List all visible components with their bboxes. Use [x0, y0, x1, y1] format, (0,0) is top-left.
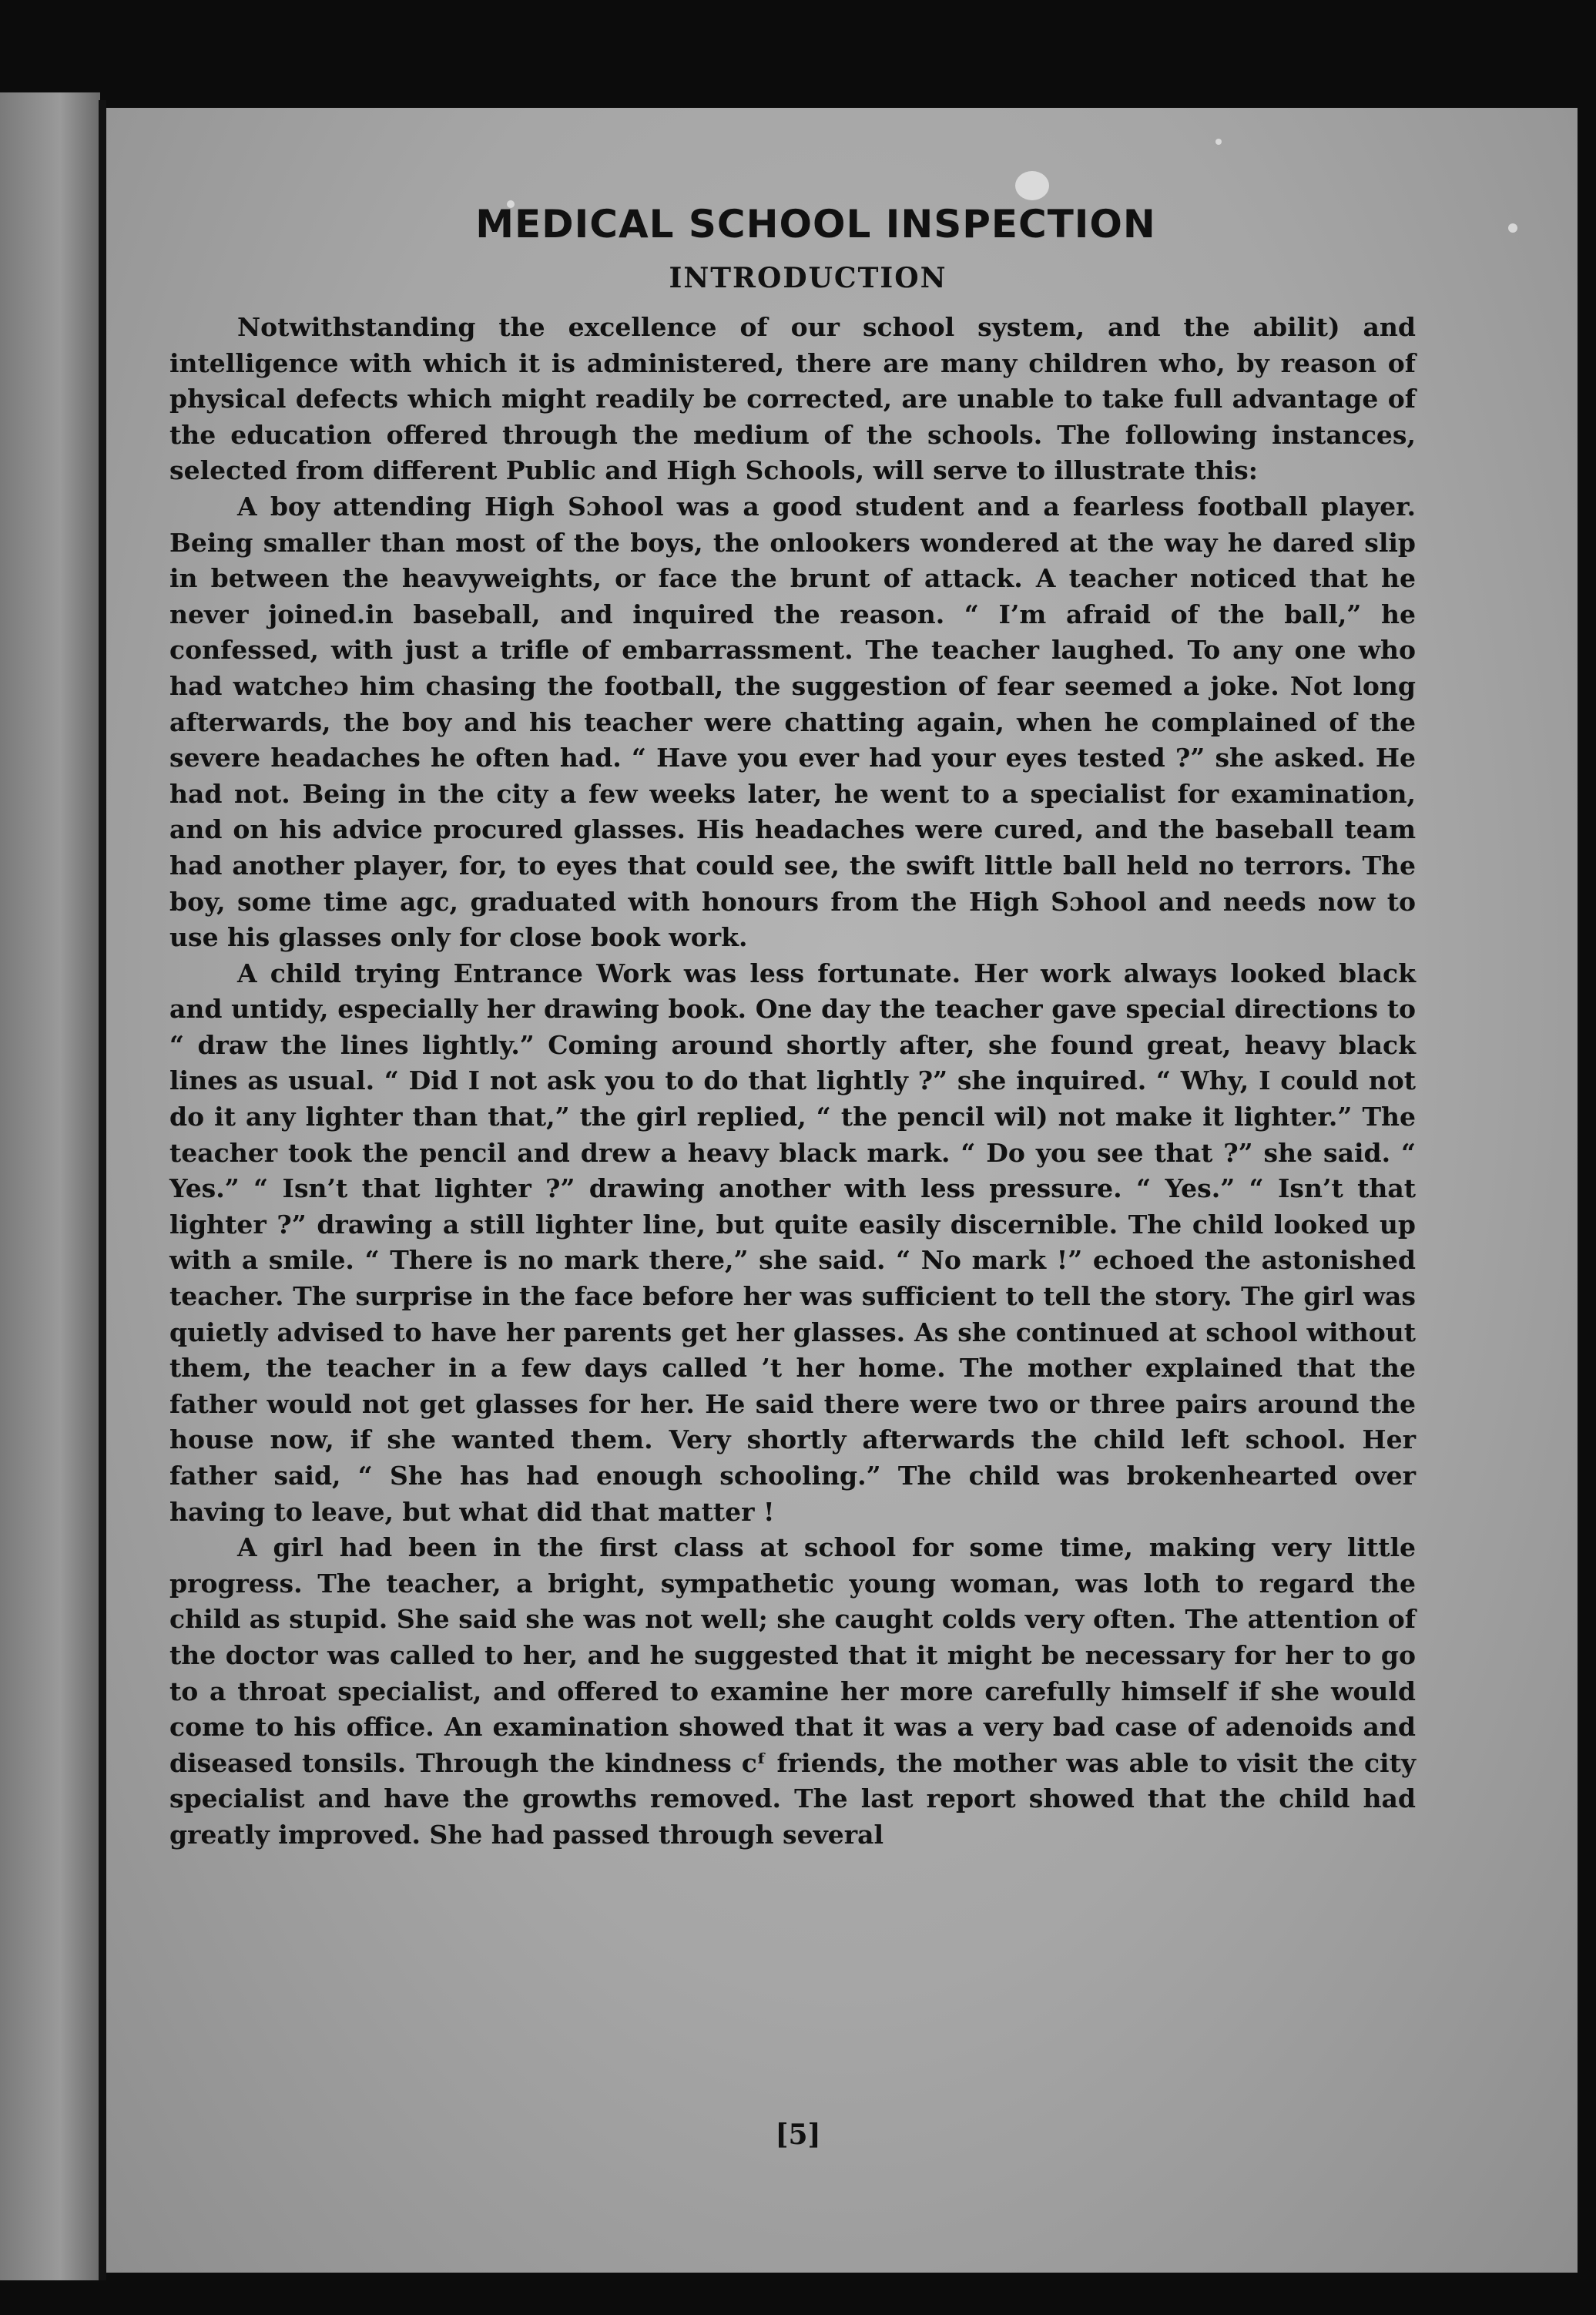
paragraph: A child trying Entrance Work was less fortunate. Her work always looked black and untidy, especially her drawing book. One day the teacher gave special directions to “ draw the lines lightly.” Coming around shortly after, she found great, heavy black lines as usual. “ Did I not ask you to do that lightly ?” she inquired. “ Why, I could not do it any lighter than that,” the girl replied, “ the pencil wil) not make it lighter.” The teacher took the pencil and drew a heavy black mark. “ Do you see that ?” she said. “ Yes.” “ Isn’t that lighter ?” drawing another with less pressure. “ Yes.” “ Isn’t that lighter ?” drawing a still lighter line, but quite easily discernible. The child looked up with a smile. “ There is no mark there,” she said. “ No mark !” echoed the astonished teacher. The surprise in the face before her was sufficient to tell the story. The girl was quietly advised to have her parents get her glasses. As she continued at school without them, the teacher in a few days called ’t her home. The mother explained that the father would not get glasses for her. He said there were two or three pairs around the house now, if she wanted them. Very shortly afterwards the child left school. Her father said, “ She has had enough schooling.” The child was brokenhearted over having to leave, but what did that matter !	[169, 958, 1416, 1527]
paper-speck	[1015, 171, 1049, 200]
paper-speck	[1508, 223, 1517, 233]
section-heading: INTRODUCTION	[669, 262, 947, 294]
page-number: [5]	[775, 2119, 821, 2151]
book-gutter	[99, 100, 106, 2280]
facing-page-edge	[0, 92, 100, 2280]
paragraph: A boy attending High Sɔhool was a good student and a fearless football player. Being smaller than most of the boys, the onlookers wondered at the way he dared slip in between the heavyweights, or face the brunt of attack. A teacher noticed that he never joined.in baseball, and inquired the reason. “ I’m afraid of the ball,” he confessed, with just a trifle of embarrassment. The teacher laughed. To any one who had watcheɔ him chasing the football, the suggestion of fear seemed a joke. Not long afterwards, the boy and his teacher were chatting again, when he complained of the severe headaches he often had. “ Have you ever had your eyes tested ?” she asked. He had not. Being in the city a few weeks later, he went to a specialist for examination, and on his advice procured glasses. His headaches were cured, and the baseball team had another player, for, to eyes that could see, the swift little ball held no terrors. The boy, some time agc, graduated with honours from the High Sɔhool and needs now to use his glasses only for close book work.	[169, 491, 1416, 953]
paragraph: A girl had been in the first class at school for some time, making very little progress. The teacher, a bright, sympathetic young woman, was loth to regard the child as stupid. She said she was not well; she caught colds very often. The attention of the doctor was called to her, and he suggested that it might be necessary for her to go to a throat specialist, and offered to examine her more carefully himself if she would come to his office. An examination showed that it was a very bad case of adenoids and diseased tonsils. Through the kindness cᶠ friends, the mother was able to visit the city specialist and have the growths removed. The last report showed that the child had greatly improved. She had passed through several	[169, 1532, 1416, 1850]
paragraph: Notwithstanding the excellence of our school system, and the abilit) and intelligence with which it is administered, there are many children who, by reason of physical defects which might readily be corrected, are unable to take full advantage of the education offered through the medium of the schools. The following instances, selected from different Public and High Schools, will serve to illustrate this:	[169, 312, 1416, 486]
page-title: MEDICAL SCHOOL INSPECTION	[475, 202, 1156, 247]
paper-speck	[1215, 139, 1222, 145]
page-text	[169, 202, 1416, 1854]
